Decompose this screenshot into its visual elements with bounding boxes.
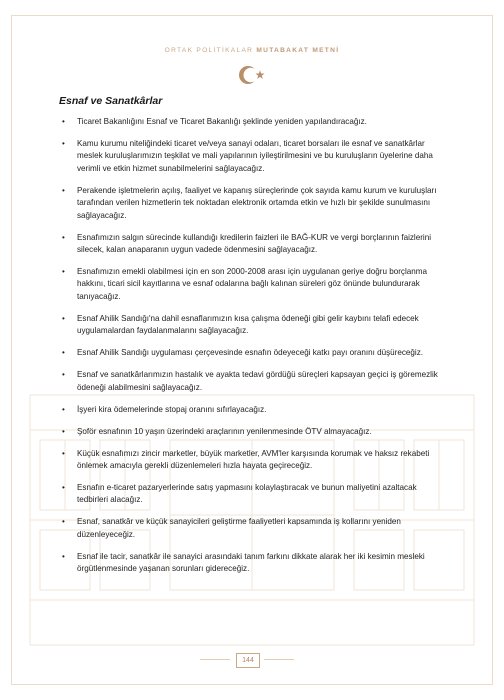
bullet: • — [62, 232, 65, 242]
list-item — [62, 266, 440, 303]
list-item — [62, 347, 440, 359]
bullet: • — [62, 117, 65, 126]
list-item-text: Şoför esnafının 10 yaşın üzerindeki araçlarının yenilenmesinde ÖTV almayacağız. — [77, 426, 372, 436]
bullet: • — [62, 426, 65, 436]
bullet: • — [62, 448, 65, 458]
bullet: • — [62, 483, 65, 493]
list-item — [62, 138, 440, 175]
header-strong: MUTABAKAT METNİ — [256, 47, 340, 54]
bullet: • — [62, 404, 65, 414]
bullet: • — [62, 313, 65, 323]
crescent-star-icon — [232, 63, 272, 87]
list-item — [62, 482, 440, 507]
list-item-text: Esnafımızın emekli olabilmesi için en son 2000-2008 arası için uygulanan geriye doğru borçlanma hakkını, ticari sicil kayıtlarına ve esnaf odalarına bağlı kalınan süreleri göz önünde bulundurarak tanıyacağız. — [77, 267, 428, 301]
list-item-text: Esnaf, sanatkâr ve küçük sanayicileri geliştirme faaliyetleri kapsamında iş kollarını yeniden düzenleyeceğiz. — [77, 517, 401, 539]
bullet: • — [62, 348, 65, 358]
bullet: • — [62, 517, 65, 527]
list-item-text: Esnaf Ahilik Sandığı uygulaması çerçevesinde esnafın ödeyeceği katkı payı oranını düşüreceğiz. — [77, 348, 423, 358]
list-item — [62, 551, 440, 576]
list-item-text: Esnaf ve sanatkârlarımızın hastalık ve ayakta tedavi gördüğü süreçleri kapsayan geçici iş göremezlik ödeneği alabilmesini sağlayacağız. — [77, 370, 438, 392]
bullet: • — [62, 139, 65, 148]
list-item-text: Esnaf ile tacir, sanatkâr ile sanayici arasındaki tanım farkını dikkate alarak her iki kesimin mesleki örgütlenmesinde yaşanan sorunları gidereceğiz. — [77, 551, 425, 574]
list-item — [62, 404, 440, 416]
list-item — [62, 426, 440, 438]
list-item — [62, 313, 440, 338]
list-item — [62, 116, 440, 128]
list-item — [62, 185, 440, 222]
list-item-text: Esnafımızın salgın sürecinde kullandığı kredilerin faizleri ile BAĞ-KUR ve vergi borçlarının faizlerini silecek, kalan anaparanın uygun vadede ödenmesini sağlayacağız. — [77, 232, 432, 255]
running-header — [0, 47, 504, 54]
list-item — [62, 232, 440, 257]
list-item — [62, 516, 440, 541]
list-item-text: İşyeri kira ödemelerinde stopaj oranını sıfırlayacağız. — [77, 404, 267, 414]
list-item-text: Küçük esnafımızı zincir marketler, büyük marketler, AVM'ler karşısında korumak ve haksız rekabeti önlemek amacıyla gerekli düzenlemeleri hızla hayata geçireceğiz. — [77, 448, 430, 471]
list-item-text: Ticaret Bakanlığını Esnaf ve Ticaret Bakanlığı şeklinde yeniden yapılandıracağız. — [77, 117, 367, 126]
list-item-text: Perakende işletmelerin açılış, faaliyet ve kapanış süreçlerinde çok sayıda kamu kurum ve kuruluşları tarafından verilen hizmetlerin tek noktadan elektronik ortamda etkin ve hızlı bir şekilde sunulmasını sağlayacağız. — [77, 185, 437, 220]
page-number: 144 — [242, 657, 254, 664]
bullet-list — [62, 116, 440, 585]
section-title: Esnaf ve Sanatkârlar — [59, 95, 163, 107]
list-item — [62, 448, 440, 473]
page-number-rule-left — [200, 659, 230, 660]
bullet: • — [62, 551, 65, 561]
list-item-text: Esnafın e-ticaret pazaryerlerinde satış yapmasını kolaylaştıracak ve bunun maliyetini azaltacak tedbirleri alacağız. — [77, 483, 417, 505]
header-prefix: ORTAK POLİTİKALAR — [164, 47, 254, 54]
bullet: • — [62, 370, 65, 380]
bullet: • — [62, 185, 65, 195]
page-number-rule-right — [264, 659, 294, 660]
list-item — [62, 369, 440, 394]
list-item-text: Esnaf Ahilik Sandığı'na dahil esnaflarımızın kısa çalışma ödeneği gibi gelir kaybını telafi edecek uygulamalardan faydalanmalarını sağlayacağız. — [77, 313, 419, 336]
list-item-text: Kamu kurumu niteliğindeki ticaret ve/veya sanayi odaları, ticaret borsaları ile esnaf ve sanatkârlar meslek kuruluşlarımızın teşkilat ve mali yapılarının iyileştirilmesini ve bu kuruluşların üyelerine daha verimli ve etkin hizmet sunabilmelerini sağlayacağız. — [77, 139, 433, 173]
bullet: • — [62, 267, 65, 277]
page-number-box — [236, 653, 260, 668]
